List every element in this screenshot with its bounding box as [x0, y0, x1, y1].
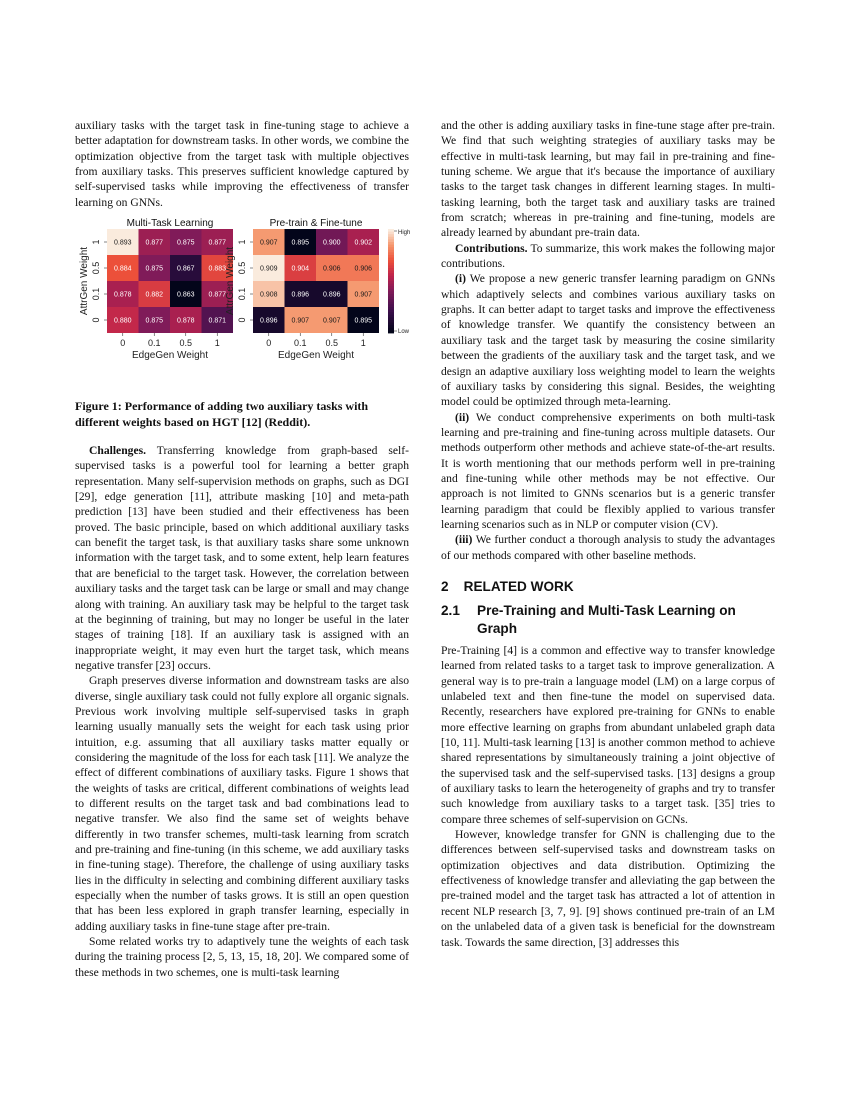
contributions-text: To summarize, this work makes the following major contributions.: [441, 241, 775, 271]
heatmap-cell-value: 0.902: [354, 239, 373, 247]
colorbar-segment: [388, 268, 394, 271]
colorbar-segment: [388, 265, 394, 268]
colorbar-segment: [388, 234, 394, 237]
paragraph-graph-diversity: Graph preserves diverse information and downstream tasks are also diverse, single auxiliary task could not fully explore all organic signals. Previous work involving multiple self-supervised tasks in graph learning usually manually sets the weight for each task using prior intuition, e.g. assuming that all auxiliary tasks matter equally or considering the magnitude of the loss for each task [11]. We analyze the effect of different combinations of auxiliary tasks. Figure 1 shows that the weights of tasks are critical, different combinations of weights lead to different results on the target task and bad combinations lead to negative transfer. We also find the same set of weights behave differently in two transfer schemes, multi-task learning from scratch and pre-training and fine-tuning (in this scheme, we add auxiliary tasks in fine-tuning stage). Therefore, the challenge of using auxiliary tasks lies in the difficulty in selecting and combining different auxiliary tasks especially when the number of tasks grows. It is still an open question that has been less explored in graph transfer learning, especially in adding auxiliary tasks in fine-tune stage after pre-train.: [75, 674, 409, 933]
contribution-1-text: We propose a new generic transfer learning paradigm on GNNs which adaptively selects and combines various auxiliary tasks on graphs. It can better adapt to target tasks and improve the effectiveness of knowledge transfer. We quantify the consistency between an auxiliary task and the target task by measuring the cosine similarity between the gradients of the auxiliary task and the target task, and we design an adaptive auxiliary loss weighting model to learn the weights of auxiliary tasks by considering this signal. Besides, the weighting model could be optimized through meta-learning.: [441, 272, 775, 409]
left-column: [75, 118, 409, 980]
heatmap-cell-value: 0.875: [176, 239, 195, 247]
colorbar-segment: [388, 232, 394, 235]
y-tick-label: 0: [91, 317, 101, 323]
colorbar-segment: [388, 320, 394, 323]
heatmap-cell-value: 0.907: [354, 291, 373, 299]
heatmap-cell-value: 0.867: [176, 265, 195, 273]
heatmap-figure: [75, 218, 409, 386]
heatmap-cell-value: 0.883: [208, 265, 227, 273]
section-heading-related-work: [441, 577, 775, 596]
contribution-2: [441, 410, 775, 533]
heatmap-cell-value: 0.908: [259, 291, 278, 299]
section-title: RELATED WORK: [463, 578, 574, 594]
heatmap-cell-value: 0.871: [208, 317, 227, 325]
colorbar-low-label: Low: [398, 329, 410, 336]
contribution-2-label: (ii): [455, 410, 470, 424]
colorbar-segment: [388, 294, 394, 297]
figure-caption: Figure 1: Performance of adding two auxiliary tasks with different weights based on HGT [12] (Reddit).: [75, 399, 369, 430]
colorbar-segment: [388, 247, 394, 250]
colorbar-segment: [388, 310, 394, 313]
x-tick-label: 1: [360, 338, 366, 349]
colorbar-segment: [388, 281, 394, 284]
contribution-1: [441, 271, 775, 409]
paragraph-pretraining: Pre-Training [4] is a common and effective way to transfer knowledge learned from related tasks to a target task to improve generalization. A general way is to pre-train a language model (LM) on a large corpus of unlabeled text and then fine-tune the model on supervised data. Recently, researchers have explored pre-training for GNNs to enable more effective learning on graphs from abundant unlabeled graph data [10, 11]. Multi-task learning [13] is another common method to achieve shared representations by simultaneously training a joint objective of the supervised task and the self-supervised tasks. [13] designs a group of auxiliary tasks to learn the heterogeneity of graphs and try to transfer such knowledge from auxiliary tasks to a target task. [35] tries to compare three schemes of self-supervision on GCNs.: [441, 643, 775, 826]
colorbar-segment: [388, 312, 394, 315]
colorbar-high-label: High: [398, 230, 411, 237]
colorbar-segment: [388, 291, 394, 294]
x-tick-label: 0: [120, 338, 126, 349]
heatmap-cell-value: 0.906: [322, 265, 341, 273]
y-tick-label: 1: [91, 239, 101, 245]
y-axis-label: AttrGen Weight: [79, 246, 90, 316]
subsection-number: 2.1: [441, 602, 460, 618]
heatmap-cell-value: 0.896: [291, 291, 310, 299]
colorbar-segment: [388, 250, 394, 253]
colorbar-segment: [388, 325, 394, 328]
y-tick-label: 0.5: [91, 261, 101, 275]
colorbar-segment: [388, 330, 394, 333]
y-axis-label: AttrGen Weight: [225, 246, 236, 316]
heatmap-cell-value: 0.878: [176, 317, 195, 325]
x-tick-label: 0: [266, 338, 272, 349]
colorbar-segment: [388, 323, 394, 326]
colorbar-segment: [388, 255, 394, 258]
figure-1: [75, 218, 409, 386]
colorbar-segment: [388, 258, 394, 261]
heatmap-cell-value: 0.907: [322, 317, 341, 325]
heatmap-cell-value: 0.909: [259, 265, 278, 273]
paragraph-weighting: and the other is adding auxiliary tasks in fine-tune stage after pre-train. We find that such weighting strategies of auxiliary tasks may be effective in multi-task learning, but may fail in pre-training and fine-tuning scheme. We argue that it's because the importance of auxiliary tasks to the target task changes in different learning stages. In multi-tasking learning, both the target task and auxiliary tasks are trained from scratch; whereas in pre-training and fine-tuning, models are already learned by abundant pre-train data.: [441, 119, 775, 240]
x-tick-label: 0.1: [293, 338, 307, 349]
right-column: [441, 118, 775, 950]
y-tick-label: 1: [237, 239, 247, 245]
contribution-3-text: We further conduct a thorough analysis to study the advantages of our methods compared with other baseline methods.: [441, 533, 775, 562]
paragraph-knowledge-transfer: However, knowledge transfer for GNN is challenging due to the differences between self-supervised tasks and downstream tasks on optimization objectives and data distribution. Optimizing the effectiveness of knowledge transfer and alleviating the gap between the pre-trained model and the target task has attracted a lot of attention in recent NLP research [3, 7, 9]. [9] shows continued pre-train of an LM on the unlabeled data of a given task is beneficial for the downstream task. Towards the same direction, [3] addresses this: [441, 828, 775, 949]
contribution-1-label: (i): [455, 272, 466, 286]
subsection-heading-pretraining: [441, 602, 775, 638]
paragraph-related-works: Some related works try to adaptively tune the weights of each task during the training process [2, 5, 13, 15, 18, 20]. We compared some of these methods in two schemes, one is multi-task learning: [75, 935, 409, 979]
colorbar-segment: [388, 237, 394, 240]
heatmap-cell-value: 0.877: [145, 239, 164, 247]
heatmap-cell-value: 0.882: [145, 291, 164, 299]
colorbar-segment: [388, 328, 394, 331]
colorbar-segment: [388, 299, 394, 302]
heatmap-cell-value: 0.884: [113, 265, 132, 273]
heatmap-title: Multi-Task Learning: [126, 218, 214, 230]
heatmap-title: Pre-train & Fine-tune: [269, 218, 363, 230]
colorbar-segment: [388, 276, 394, 279]
heatmap-cell-value: 0.896: [259, 317, 278, 325]
paragraph-intro-continued: auxiliary tasks with the target task in fine-tuning stage to achieve a better adaptation for downstream tasks. In other words, we combine the optimization objective from the target task with multiple objectives from auxiliary tasks. This preserves sufficient knowledge captured by self-supervised tasks while improving the effectiveness of transfer learning on GNNs.: [75, 119, 409, 209]
colorbar-segment: [388, 315, 394, 318]
colorbar-segment: [388, 307, 394, 310]
y-tick-label: 0: [237, 317, 247, 323]
colorbar-segment: [388, 242, 394, 245]
colorbar-segment: [388, 284, 394, 287]
heatmap-cell-value: 0.906: [354, 265, 373, 273]
colorbar-segment: [388, 271, 394, 274]
colorbar-segment: [388, 263, 394, 266]
heatmap-cell-value: 0.877: [208, 239, 227, 247]
paragraph-challenges: [75, 443, 409, 673]
contributions-heading: Contributions.: [455, 241, 528, 255]
colorbar-segment: [388, 297, 394, 300]
heatmap-cell-value: 0.880: [113, 317, 132, 325]
x-tick-label: 0.5: [325, 338, 339, 349]
colorbar-segment: [388, 317, 394, 320]
paragraph-contributions: [441, 241, 775, 272]
x-tick-label: 1: [214, 338, 220, 349]
colorbar-segment: [388, 252, 394, 255]
x-tick-label: 0.1: [147, 338, 161, 349]
colorbar-segment: [388, 304, 394, 307]
contribution-3: [441, 532, 775, 563]
section-number: 2: [441, 578, 449, 594]
y-tick-label: 0.1: [91, 287, 101, 301]
heatmap-cell-value: 0.904: [291, 265, 310, 273]
heatmap-cell-value: 0.907: [291, 317, 310, 325]
colorbar-segment: [388, 273, 394, 276]
heatmap-cell-value: 0.900: [322, 239, 341, 247]
y-tick-label: 0.1: [237, 287, 247, 301]
colorbar-segment: [388, 260, 394, 263]
colorbar-segment: [388, 229, 394, 232]
heatmap-cell-value: 0.895: [354, 317, 373, 325]
colorbar-segment: [388, 289, 394, 292]
challenges-text: Transferring knowledge from graph-based self-supervised tasks is a powerful tool for learning a better graph representation. Many self-supervision methods on graphs, such as DGI [29], edge generation [11], attribute masking [10] and meta-path prediction [13] have been studied and their effectiveness has been proved. The basic principle, based on which additional auxiliary tasks can benefit the target task, is that auxiliary tasks share some unknown information with the target task, and to some extent, help learn features that are beneficial to the target task. However, the correlation between auxiliary tasks and the target task can be large or small and may change along with training. An auxiliary task may be helpful to the target task at the beginning of training, but may no longer be useful in the later stages of training [18]. If an auxiliary task is assigned with an inappropriate weight, it may even hurt the target task, which means negative transfer [23] occurs.: [75, 444, 409, 672]
colorbar-segment: [388, 302, 394, 305]
contribution-2-text: We conduct comprehensive experiments on both multi-task learning and pre-training and fine-tuning across multiple datasets. Our methods outperform other methods and achieve state-of-the-art results. It is worth mentioning that our methods perform well in pre-training and fine-tuning while other methods may be not effective. Our approach is not limited to GNNs scenarios but is a generic transfer learning paradigm that could be flexibly applied to various transfer learning scenarios such as in NLP or computer vision (CV).: [441, 410, 775, 531]
heatmap-cell-value: 0.896: [322, 291, 341, 299]
heatmap-cell-value: 0.895: [291, 239, 310, 247]
x-axis-label: EdgeGen Weight: [132, 350, 208, 362]
subsection-title: Pre-Training and Multi-Task Learning on Graph: [477, 602, 736, 636]
heatmap-cell-value: 0.877: [208, 291, 227, 299]
heatmap-cell-value: 0.875: [145, 317, 164, 325]
heatmap-cell-value: 0.907: [259, 239, 278, 247]
x-axis-label: EdgeGen Weight: [278, 350, 354, 362]
colorbar-segment: [388, 245, 394, 248]
heatmap-cell-value: 0.878: [113, 291, 132, 299]
challenges-heading: Challenges.: [89, 444, 147, 458]
x-tick-label: 0.5: [179, 338, 193, 349]
y-tick-label: 0.5: [237, 261, 247, 275]
colorbar-segment: [388, 286, 394, 289]
heatmap-cell-value: 0.875: [145, 265, 164, 273]
heatmap-cell-value: 0.893: [113, 239, 132, 247]
contribution-3-label: (iii): [455, 533, 473, 547]
heatmap-cell-value: 0.863: [176, 291, 195, 299]
colorbar-segment: [388, 278, 394, 281]
colorbar-segment: [388, 239, 394, 242]
